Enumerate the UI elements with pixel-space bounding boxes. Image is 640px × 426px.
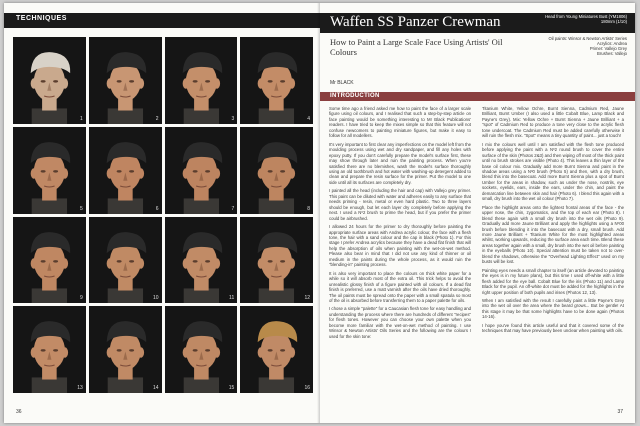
photo-number: 10 [152,295,159,302]
photo-number: 5 [79,205,83,212]
step-photo [240,306,313,393]
step-photo [13,37,86,124]
photo-number: 7 [231,205,235,212]
body-paragraph: I painted all the head (including the hair and cap) with Vallejo grey primer. This paint can be diluted with water and adheres easily to any surface that needs priming - resin, metal or even hard plastic. Two to three layers should be enough, but let each layer dry completely before applying the next. I used a Nº2 brush to prime the head, but if you prefer the primer could be airbrushed. [329,188,471,221]
photo-number: 13 [77,385,83,391]
photo-number: 4 [307,115,310,122]
right-page [320,3,635,423]
article-subtitle: How to Paint a Large Scale Face Using Artists' Oil Colours [330,37,503,57]
credit-line: Head from Young Miniatures Bust (YM1806) [545,14,627,19]
painted-head-illustration [89,37,162,124]
photo-number: 15 [228,385,235,391]
painted-head-illustration [13,217,86,304]
painted-head-illustration [240,217,313,304]
photo-number: 9 [79,295,83,302]
painted-head-illustration [13,127,86,214]
body-paragraph: Titanium White, Yellow Ochre, Burnt Sienna, Cadmium Red, Jaune Brilliant, Burnt Umber (I also used a little Cobalt Blue, Lamp Black and Payne's Grey). Mix: Yellow Ochre + Burnt Sienna + Jaune Brilliant + a "spot" of Cadmium Red to produce a tone very close to the acrylic flesh tone undercoat. The Cadmium Red must be added carefully otherwise it will ruin the flesh mix. "Spot" means a tiny quantity of paint... just a touch! [482,106,624,139]
step-photo [13,306,86,393]
photo-number: 6 [155,205,159,212]
painted-head-illustration [13,37,86,124]
painted-head-illustration [89,127,162,214]
step-photo [165,127,238,214]
photo-number: 16 [304,385,310,391]
step-photo [13,217,86,304]
photo-number: 1 [79,115,83,122]
body-paragraph: Some time ago a friend asked me how to paint the face of a larger scale figure using oil colours, and I realised that such a step-by-step article on face painting would be something interesting to Mr Black Publications' readers. I have tried to keep the mixes simple so that this feature will not confuse newcomers to painting miniature figures, but make it easy to follow for all modellers. [329,106,471,139]
step-photo [165,217,238,304]
photo-number: 14 [152,385,159,391]
photo-number: 3 [231,115,235,122]
painted-head-illustration [13,306,86,393]
materials-credits [548,36,627,56]
body-paragraph: It's very important to first clear any imperfections on the model left from the moulding process using wet and dry sandpaper, and fill any holes with epoxy putty. If you don't carefully prepare the model's surface first, these may show through later and ruin the painting process. When you're satisfied there are no blemishes, wash the model's surface thoroughly using an old toothbrush and hot water with washing-up detergent added to clean and prepare the resin surface for the primer. Put the model to one side until all its surfaces are completely dry. [329,141,471,185]
step-photo [89,217,162,304]
painted-head-illustration [240,306,313,393]
model-credits [545,14,627,24]
body-paragraph: Place the highlight areas onto the lightest frontal areas of the face - the upper nose, the chin, zygomatics, and the top of each ear (Photo 8). I blend these again with a small dry brush into the wet oils (Photo 9). Gradually add more Jaune Brilliant and apply the highlights using a Nº00 brush before blending it into the basecoat with a dry, small brush. Add more Jaune Brilliant + Titanium White for the most highlighted areas whilst, working upwards, reducing the surface area each time. Blend these areas together again with a small, dry brush into the wet oil before painting in the eyeballs (Photo 10). Special attention must be taken not to over-blend the shadows, otherwise the "Overhead Lighting Effect" used on my busts will be lost. [482,204,624,265]
step-photo [240,37,313,124]
painted-head-illustration [89,217,162,304]
photo-grid [13,37,313,393]
body-paragraph: I mix the colours well until I am satisfied with the flesh tone produced before applying the paint with a Nº2 round brush to cover the entire surface of the skin (Photos 2&3) and then wiping off most of the thick paint until no brush strokes are visible (Photo 4). This leaves a thin layer of the base oil colour mix. Gradually add more Burnt Sienna and paint in the shadow areas using a Nº0 brush (Photo 5) and then, with a dry brush, blend this into the basecoat. Add more Burnt Sienna plus a spot of Burnt Umber for the areas in shadow, such as under the nose, nostrils, eye sockets, eyelids, ears, inside the ears, under the chin, and paint the demarcation line between skin and hair (Photo 6). I blend this again with a small, dry brush into the wet oil colour (Photo 7). [482,141,624,202]
step-photo [165,306,238,393]
material-line: Brushes: Vallejo [597,51,627,56]
painted-head-illustration [89,306,162,393]
article-title: Waffen SS Panzer Crewman [330,14,501,30]
painted-head-illustration [165,127,238,214]
step-photo [13,127,86,214]
byline: Mr BLACK [330,80,354,86]
photo-number: 12 [304,295,310,302]
painted-head-illustration [165,306,238,393]
step-photo [89,37,162,124]
photo-number: 8 [307,205,310,212]
step-photo [165,37,238,124]
painted-head-illustration [240,127,313,214]
right-page-number: 37 [617,409,623,415]
painted-head-illustration [165,37,238,124]
left-page [4,3,320,423]
photo-number: 2 [155,115,159,122]
body-paragraph: I chose a simple "palette" for a Caucasian flesh tone for easy handling and understanding the process where there are hundreds of different "recipes" for flesh tones. However you can choose your own palette when you become more familiar with the wet-on-wet method of painting. I use Winsor & Newton Artists' Oils Series and the following are the colours I used for the skin tone: [329,306,471,339]
section-label: TECHNIQUES [16,15,67,22]
step-photo [240,127,313,214]
step-photo [240,217,313,304]
left-page-number: 36 [16,409,22,415]
painted-head-illustration [165,217,238,304]
body-paragraph: Painting eyes needs a small chapter to itself (an article devoted to painting the eyes is in my future plans), but this time I used off-white with a little flesh added for the eye ball. Cobalt Blue for the iris (Photo 11) and Lamp Black for the pupil. An off-white dot must be added for the highlights in the right upper position of both pupils and irises (Photos 12, 13). [482,267,624,295]
intro-label: INTRODUCTION [330,93,380,99]
body-paragraph: I hope you've found this article useful and that it covered some of the techniques that may have previously been unclear when painting with oils. [482,322,624,334]
material-line: Acrylics: Andrea [596,41,627,46]
step-photo [89,306,162,393]
body-paragraph: I allowed 24 hours for the primer to dry thoroughly before painting the appropriate surface areas with Andrea acrylic colour, the face with a flesh tone, the hair with a sand colour and the cap in black (Photo 1). For this stage I prefer Andrea acrylics because they have a dead flat finish that will help the absorption of oils when painting with the wet-on-wet method. Please also bear in mind that I did not use any kind of thinner or oil medium in the paints during the whole process, as it would ruin the "blending-in" painting process. [329,224,471,268]
magazine-spread [4,3,635,423]
body-column-1 [329,106,471,342]
body-paragraph: It is also very important to place the colours on thick white paper for a while so it will absorb most of the extra oil. This trick helps to avoid the unrealistic glossy finish of a figure painted with oil colours. If a dead flat finish is preferred, use a matt varnish after the oils have dried thoroughly. The oil paints must be spread onto the paper with a small spatula so most of the oil is absorbed before transferring them to a paper palette for oils. [329,270,471,303]
painted-head-illustration [240,37,313,124]
body-paragraph: When I am satisfied with the result I carefully paint a little Payne's Grey into the wet oil over the area where the beard grows... But be gentle! At this stage it may be that some highlights have to be done again (Photos 14-16). [482,297,624,320]
material-line: Primer: Vallejo Grey [589,46,627,51]
credit-line: 180mm (1/10) [600,19,627,24]
material-line: Oil paints: Winsor & Newton Artists' Series [548,36,627,41]
photo-number: 11 [229,295,235,302]
step-photo [89,127,162,214]
body-column-2 [482,106,624,337]
